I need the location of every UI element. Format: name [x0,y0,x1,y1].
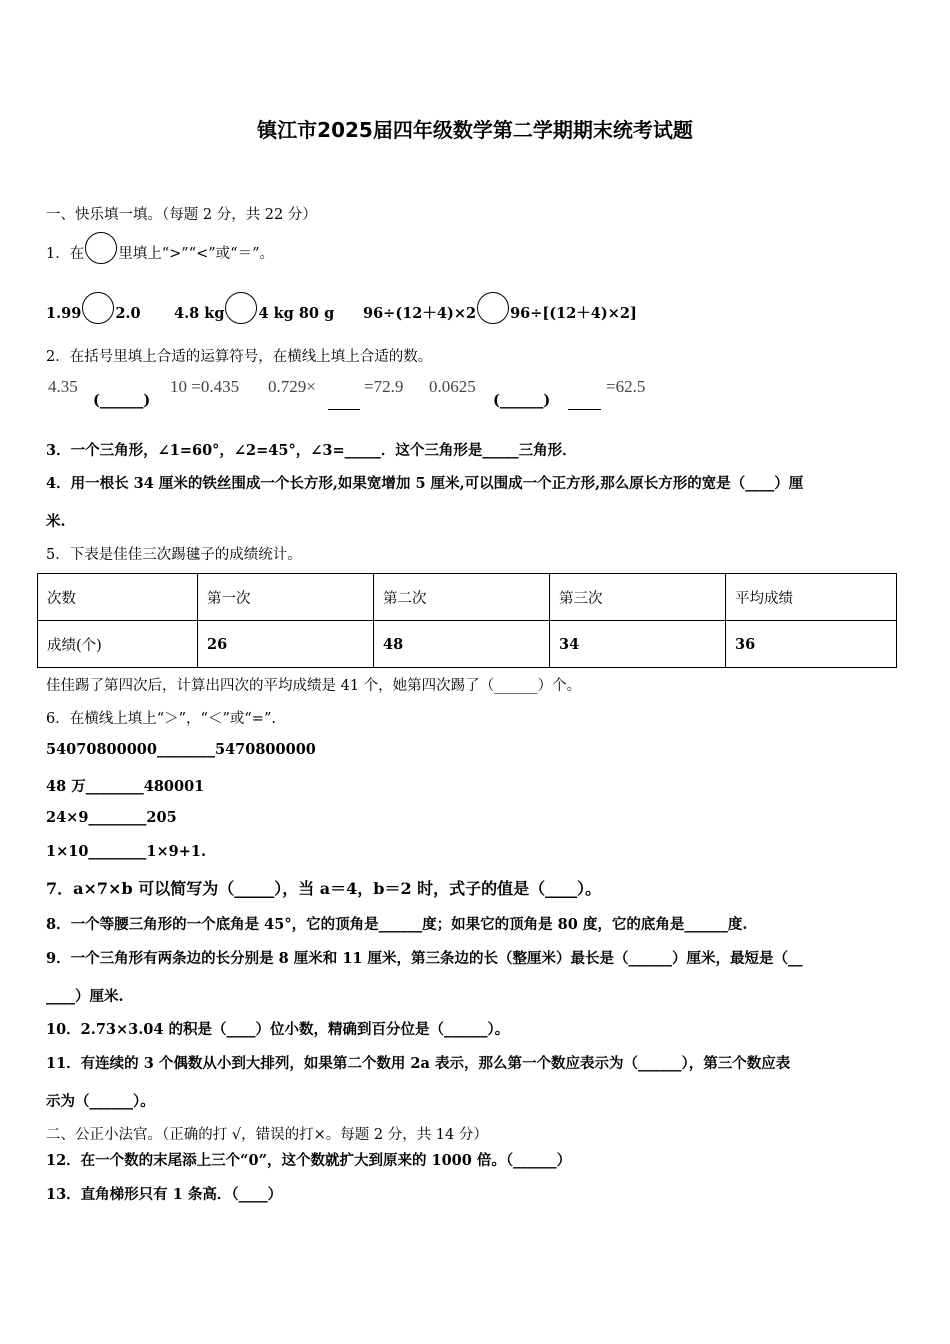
table-header-cell: 第二次 [374,574,550,621]
table-cell: 36 [726,621,897,668]
question-12: 12．在一个数的末尾添上三个“0”，这个数就扩大到原来的 1000 倍。（______） [46,1152,572,1169]
q6-line-1: 54070800000________5470800000 [46,741,316,758]
question-11-line-2: 示为（______）。 [46,1093,155,1110]
table-cell: 26 [198,621,374,668]
question-13: 13．直角梯形只有 1 条高．（____） [46,1186,283,1203]
question-5-followup: 佳佳踢了第四次后，计算出四次的平均成绩是 41 个，她第四次踢了（______）个。 [46,678,582,694]
table-cell: 34 [550,621,726,668]
q6-line-4: 1×10________1×9+1. [46,843,207,860]
q2-expr-3-paren-blank[interactable]: (______) [493,392,551,409]
q1-prefix: 1．在 [46,246,85,262]
q2-expr-1-paren-blank[interactable]: (______) [93,392,151,409]
q6-line-3: 24×9________205 [46,809,177,826]
table-header-cell: 次数 [38,574,198,621]
question-9-line-1: 9．一个三角形有两条边的长分别是 8 厘米和 11 厘米，第三条边的长（整厘米）最长是（______）厘米，最短是（__ [46,950,803,967]
question-6: 6．在横线上填上“＞”，“＜”或“=”. [46,711,276,727]
question-3: 3．一个三角形，∠1=60°，∠2=45°，∠3=_____．这个三角形是_____三角形． [46,442,577,459]
section-1-heading: 一、快乐填一填。（每题 2 分，共 22 分） [46,207,317,223]
question-4-line-2: 米. [46,513,66,530]
question-2: 2．在括号里填上合适的运算符号，在横线上填上合适的数。 [46,349,433,365]
q6-line-2: 48 万________480001 [46,778,205,795]
q1-item-3-left: 96÷(12＋4)×2 [363,305,477,322]
page-title: 镇江市2025届四年级数学第二学期期末统考试题 [257,118,693,142]
q1-item-1-right: 2.0 [115,305,141,322]
table-header-cell: 平均成绩 [726,574,897,621]
table-cell: 48 [374,621,550,668]
question-9-line-2: ____）厘米. [46,988,124,1005]
q2-expr-3-number: 0.0625 [429,377,476,396]
q2-expr-1-rest: 10 =0.435 [170,377,240,396]
q1-item-2-right: 4 kg 80 g [258,305,335,322]
question-7: 7．a×7×b 可以简写为（_____），当 a＝4，b＝2 时，式子的值是（____）。 [46,879,602,898]
table-header-cell: 第一次 [198,574,374,621]
answer-circle[interactable] [82,292,114,324]
question-4-line-1: 4．用一根长 34 厘米的铁丝围成一个长方形,如果宽增加 5 厘米,可以围成一个正方形,那么原长方形的宽是（____）厘 [46,475,804,492]
q1-item-3-right: 96÷[(12＋4)×2] [510,305,637,322]
table-header-row [38,574,897,621]
q2-expr-2-right: =72.9 [364,377,404,396]
q2-expr-2-left: 0.729× [268,377,316,396]
q1-suffix: 里填上“>”“<”或“＝”。 [118,246,275,262]
answer-circle[interactable] [85,232,117,264]
q1-item-3 [363,292,637,324]
q2-expr-2-line-blank[interactable] [328,393,360,410]
table-header-cell: 第三次 [550,574,726,621]
question-10: 10．2.73×3.04 的积是（____）位小数，精确到百分位是（______）。 [46,1021,510,1038]
answer-circle[interactable] [225,292,257,324]
table-cell: 成绩(个) [38,621,198,668]
section-2-heading: 二、公正小法官。（正确的打 √，错误的打×。每题 2 分，共 14 分） [46,1127,488,1143]
q2-expr-3-rest: =62.5 [606,377,646,396]
q1-item-1 [46,292,141,324]
question-5: 5．下表是佳佳三次踢毽子的成绩统计。 [46,547,302,563]
q2-expr-3-line-blank[interactable] [568,393,601,410]
answer-circle[interactable] [477,292,509,324]
question-8: 8．一个等腰三角形的一个底角是 45°，它的顶角是______度；如果它的顶角是 80 度，它的底角是______度. [46,916,748,933]
q1-item-2 [174,292,334,324]
score-table [37,573,897,668]
table-row [38,621,897,668]
q1-item-1-left: 1.99 [46,305,82,322]
question-1 [46,232,274,264]
q2-expr-1-number: 4.35 [48,377,78,396]
q1-item-2-left: 4.8 kg [174,305,225,322]
question-11-line-1: 11．有连续的 3 个偶数从小到大排列，如果第二个数用 2a 表示，那么第一个数应表示为（______），第三个数应表 [46,1055,791,1072]
